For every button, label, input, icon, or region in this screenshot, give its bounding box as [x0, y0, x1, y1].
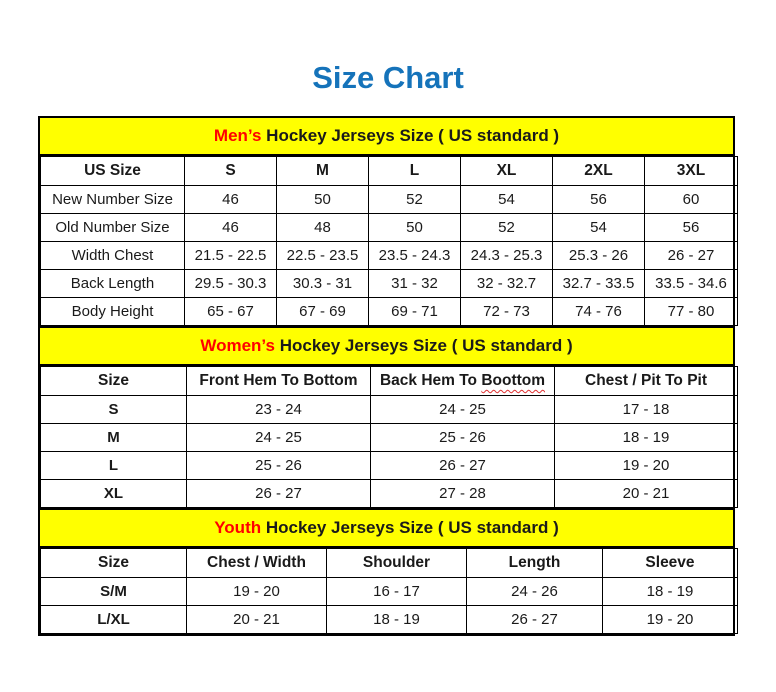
- size-value: 26 - 27: [371, 452, 555, 480]
- size-value: 24 - 26: [467, 578, 603, 606]
- column-header: 3XL: [645, 157, 738, 186]
- table-row: [41, 298, 738, 326]
- youth-column-header-row: [41, 549, 738, 578]
- column-header-text: Back Hem To: [379, 372, 482, 389]
- size-value: 60: [645, 186, 738, 214]
- size-value: 56: [645, 214, 738, 242]
- size-value: 67 - 69: [277, 298, 369, 326]
- size-value: 25 - 26: [187, 452, 371, 480]
- youth-size-table: [40, 548, 738, 634]
- size-value: 50: [277, 186, 369, 214]
- column-header: XL: [461, 157, 553, 186]
- mens-size-section: [38, 116, 735, 328]
- size-value: 77 - 80: [645, 298, 738, 326]
- row-label: S/M: [41, 578, 187, 606]
- size-value: 23.5 - 24.3: [369, 242, 461, 270]
- womens-size-section: [38, 326, 735, 510]
- size-value: 46: [185, 214, 277, 242]
- size-value: 23 - 24: [187, 396, 371, 424]
- size-value: 26 - 27: [187, 480, 371, 508]
- column-header: S: [185, 157, 277, 186]
- size-value: 46: [185, 186, 277, 214]
- size-value: 54: [553, 214, 645, 242]
- row-label: Back Length: [41, 270, 185, 298]
- size-value: 32.7 - 33.5: [553, 270, 645, 298]
- size-chart: [38, 116, 735, 636]
- size-value: 33.5 - 34.6: [645, 270, 738, 298]
- row-label: New Number Size: [41, 186, 185, 214]
- size-value: 19 - 20: [555, 452, 738, 480]
- youth-section-header: [40, 510, 733, 548]
- column-header: Chest / Pit To Pit: [555, 367, 738, 396]
- column-header: Length: [467, 549, 603, 578]
- row-label: L/XL: [41, 606, 187, 634]
- size-value: 19 - 20: [603, 606, 738, 634]
- size-value: 25.3 - 26: [553, 242, 645, 270]
- column-header: Size: [41, 549, 187, 578]
- womens-section-header: [40, 328, 733, 366]
- size-value: 19 - 20: [187, 578, 327, 606]
- column-header: US Size: [41, 157, 185, 186]
- table-row: [41, 396, 738, 424]
- table-row: [41, 186, 738, 214]
- row-label: L: [41, 452, 187, 480]
- column-header: [371, 367, 555, 396]
- size-value: 21.5 - 22.5: [185, 242, 277, 270]
- size-value: 32 - 32.7: [461, 270, 553, 298]
- size-value: 16 - 17: [327, 578, 467, 606]
- size-value: 26 - 27: [467, 606, 603, 634]
- youth-section-header-text: Hockey Jerseys Size ( US standard ): [261, 518, 559, 537]
- size-value: 17 - 18: [555, 396, 738, 424]
- size-value: 18 - 19: [603, 578, 738, 606]
- misspelled-word: Boottom: [481, 372, 546, 389]
- youth-section-header-audience: Youth: [214, 518, 262, 537]
- column-header: Size: [41, 367, 187, 396]
- size-value: 52: [461, 214, 553, 242]
- row-label: S: [41, 396, 187, 424]
- table-row: [41, 270, 738, 298]
- size-value: 74 - 76: [553, 298, 645, 326]
- size-value: 18 - 19: [555, 424, 738, 452]
- page-title: Size Chart: [312, 60, 464, 95]
- row-label: Width Chest: [41, 242, 185, 270]
- mens-section-header-text: Hockey Jerseys Size ( US standard ): [261, 126, 560, 145]
- size-value: 56: [553, 186, 645, 214]
- column-header: Chest / Width: [187, 549, 327, 578]
- youth-size-section: [38, 508, 735, 636]
- size-value: 18 - 19: [327, 606, 467, 634]
- womens-size-table: [40, 366, 738, 508]
- size-value: 26 - 27: [645, 242, 738, 270]
- size-value: 20 - 21: [187, 606, 327, 634]
- womens-section-header-audience: Women’s: [200, 336, 275, 355]
- column-header: L: [369, 157, 461, 186]
- size-value: 65 - 67: [185, 298, 277, 326]
- mens-size-table: [40, 156, 738, 326]
- row-label: Old Number Size: [41, 214, 185, 242]
- size-value: 24.3 - 25.3: [461, 242, 553, 270]
- size-value: 69 - 71: [369, 298, 461, 326]
- table-row: [41, 578, 738, 606]
- size-value: 27 - 28: [371, 480, 555, 508]
- size-value: 24 - 25: [371, 396, 555, 424]
- size-value: 25 - 26: [371, 424, 555, 452]
- table-row: [41, 214, 738, 242]
- table-row: [41, 242, 738, 270]
- row-label: XL: [41, 480, 187, 508]
- size-value: 31 - 32: [369, 270, 461, 298]
- table-row: [41, 480, 738, 508]
- column-header: Sleeve: [603, 549, 738, 578]
- table-row: [41, 606, 738, 634]
- womens-column-header-row: [41, 367, 738, 396]
- size-value: 72 - 73: [461, 298, 553, 326]
- table-row: [41, 424, 738, 452]
- size-value: 29.5 - 30.3: [185, 270, 277, 298]
- size-value: 22.5 - 23.5: [277, 242, 369, 270]
- size-value: 20 - 21: [555, 480, 738, 508]
- size-value: 54: [461, 186, 553, 214]
- womens-section-header-text: Hockey Jerseys Size ( US standard ): [274, 336, 573, 355]
- mens-section-header: [40, 118, 733, 156]
- row-label: Body Height: [41, 298, 185, 326]
- mens-column-header-row: [41, 157, 738, 186]
- column-header: 2XL: [553, 157, 645, 186]
- table-row: [41, 452, 738, 480]
- size-value: 24 - 25: [187, 424, 371, 452]
- size-value: 48: [277, 214, 369, 242]
- mens-section-header-audience: Men’s: [213, 126, 262, 145]
- size-value: 30.3 - 31: [277, 270, 369, 298]
- size-value: 50: [369, 214, 461, 242]
- size-value: 52: [369, 186, 461, 214]
- column-header: Front Hem To Bottom: [187, 367, 371, 396]
- column-header: M: [277, 157, 369, 186]
- column-header: Shoulder: [327, 549, 467, 578]
- row-label: M: [41, 424, 187, 452]
